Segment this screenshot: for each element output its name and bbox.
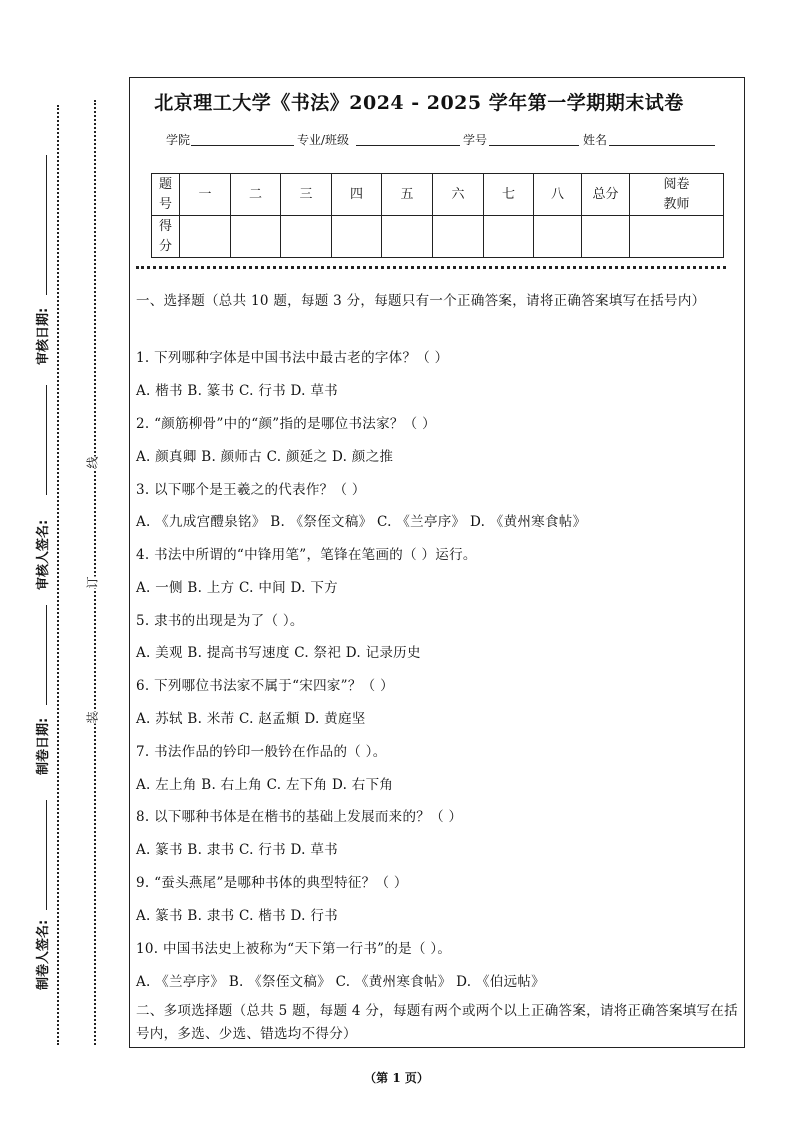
header-cell-2: 二 xyxy=(231,174,281,216)
binding-strip xyxy=(0,0,125,1122)
maker-date-label: 制卷日期: xyxy=(36,717,51,775)
score-cell[interactable] xyxy=(382,216,433,258)
score-table-score-row xyxy=(152,216,724,258)
question-3: 3. 以下哪个是王羲之的代表作？（ ） xyxy=(136,482,366,498)
exam-title: 北京理工大学《书法》2024 - 2025 学年第一学期期末试卷 xyxy=(154,92,684,114)
question-8: 8. 以下哪种书体是在楷书的基础上发展而来的？（ ） xyxy=(136,809,463,825)
score-cell[interactable] xyxy=(281,216,332,258)
options-3: A. 《九成宫醴泉铭》 B. 《祭侄文稿》 C. 《兰亭序》 D. 《黄州寒食帖》 xyxy=(136,514,587,530)
dotted-binding-line-outer xyxy=(57,105,59,1045)
score-cell[interactable] xyxy=(433,216,484,258)
header-cell-6: 六 xyxy=(433,174,484,216)
college-label: 学院 xyxy=(166,133,191,147)
score-cell[interactable] xyxy=(484,216,534,258)
question-10: 10. 中国书法史上被称为“天下第一行书”的是（ ）。 xyxy=(136,941,452,957)
page-number: （第 1 页） xyxy=(364,1071,429,1085)
question-2: 2. “颜筋柳骨”中的“颜”指的是哪位书法家？（ ） xyxy=(136,416,436,432)
section1-heading: 一、选择题（总共 10 题，每题 3 分，每题只有一个正确答案，请将正确答案填写在括号内） xyxy=(136,293,706,309)
question-7: 7. 书法作品的钤印一般钤在作品的（ ）。 xyxy=(136,744,387,760)
maker-sign-line[interactable] xyxy=(46,800,47,910)
options-1: A. 楷书 B. 篆书 C. 行书 D. 草书 xyxy=(136,383,338,399)
header-cell-8: 八 xyxy=(534,174,582,216)
options-5: A. 美观 B. 提高书写速度 C. 祭祀 D. 记录历史 xyxy=(136,645,421,661)
options-7: A. 左上角 B. 右上角 C. 左下角 D. 右下角 xyxy=(136,777,394,793)
score-table-header-row xyxy=(152,174,724,216)
maker-sign-label: 制卷人签名: xyxy=(36,919,51,990)
header-cell-4: 四 xyxy=(332,174,382,216)
header-cell-question-no: 题 号 xyxy=(152,174,180,216)
name-label: 姓名 xyxy=(583,133,608,147)
dotted-binding-line-inner xyxy=(94,100,96,1045)
header-cell-total: 总分 xyxy=(582,174,630,216)
student-id-label: 学号 xyxy=(463,133,488,147)
major-label: 专业/班级 xyxy=(297,133,350,147)
maker-date-line[interactable] xyxy=(46,605,47,705)
approver-sign-label: 审核人签名: xyxy=(36,519,51,590)
options-8: A. 篆书 B. 隶书 C. 行书 D. 草书 xyxy=(136,842,338,858)
question-6: 6. 下列哪位书法家不属于“宋四家”？（ ） xyxy=(136,678,394,694)
approve-date-line[interactable] xyxy=(46,155,47,295)
score-cell[interactable] xyxy=(332,216,382,258)
approver-sign-line[interactable] xyxy=(46,385,47,495)
student-id-field[interactable] xyxy=(489,145,579,146)
question-9: 9. “蚕头燕尾”是哪种书体的典型特征？（ ） xyxy=(136,875,408,891)
major-field[interactable] xyxy=(356,145,460,146)
options-2: A. 颜真卿 B. 颜师古 C. 颜延之 D. 颜之推 xyxy=(136,449,394,465)
question-5: 5. 隶书的出现是为了（ ）。 xyxy=(136,613,304,629)
header-cell-1: 一 xyxy=(180,174,231,216)
options-4: A. 一侧 B. 上方 C. 中间 D. 下方 xyxy=(136,580,338,596)
options-10: A. 《兰亭序》 B. 《祭侄文稿》 C. 《黄州寒食帖》 D. 《伯远帖》 xyxy=(136,974,545,990)
binding-mark-ding: 订 xyxy=(80,576,105,588)
options-6: A. 苏轼 B. 米芾 C. 赵孟頫 D. 黄庭坚 xyxy=(136,711,366,727)
approve-date-label: 审核日期: xyxy=(36,307,51,365)
score-cell[interactable] xyxy=(180,216,231,258)
options-9: A. 篆书 B. 隶书 C. 楷书 D. 行书 xyxy=(136,908,338,924)
score-cell[interactable] xyxy=(231,216,281,258)
name-field[interactable] xyxy=(609,145,715,146)
binding-mark-zhuang: 装 xyxy=(80,711,105,723)
header-cell-grader: 阅卷 教师 xyxy=(630,174,724,216)
header-cell-7: 七 xyxy=(484,174,534,216)
college-field[interactable] xyxy=(191,145,294,146)
score-cell-label: 得 分 xyxy=(152,216,180,258)
question-4: 4. 书法中所谓的“中锋用笔”，笔锋在笔画的（ ）运行。 xyxy=(136,547,477,563)
binding-mark-line: 线 xyxy=(80,456,105,468)
section2-heading: 二、多项选择题（总共 5 题，每题 4 分，每题有两个或两个以上正确答案，请将正确答案填写在括号内，多选、少选、错选均不得分） xyxy=(136,1003,738,1042)
score-cell-total[interactable] xyxy=(582,216,630,258)
score-cell[interactable] xyxy=(534,216,582,258)
dotted-separator xyxy=(136,266,726,269)
question-1: 1. 下列哪种字体是中国书法中最古老的字体？（ ） xyxy=(136,350,449,366)
header-cell-5: 五 xyxy=(382,174,433,216)
header-cell-3: 三 xyxy=(281,174,332,216)
score-cell-grader[interactable] xyxy=(630,216,724,258)
score-table xyxy=(151,173,724,258)
